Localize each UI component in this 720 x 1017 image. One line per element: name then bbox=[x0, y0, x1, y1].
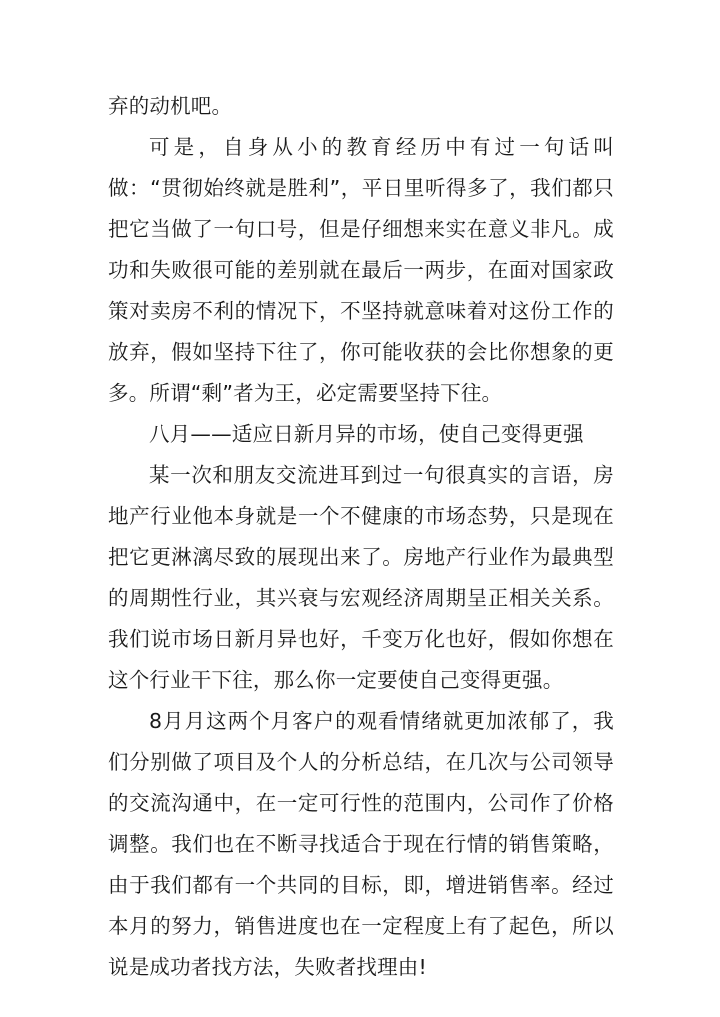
document-body bbox=[108, 86, 614, 988]
paragraph-persistence: 可是，自身从小的教育经历中有过一句话叫做：“贯彻始终就是胜利”，平日里听得多了，我们都只把它当做了一句口号，但是仔细想来实在意义非凡。成功和失败很可能的差别就在最后一两步，在面对国家政策对卖房不利的情况下，不坚持就意味着对这份工作的放弃，假如坚持下往了，你可能收获的会比你想象的更多。所谓“剩”者为王，必定需要坚持下往。 bbox=[108, 135, 614, 405]
paragraph-continuation: 弃的动机吧。 bbox=[108, 94, 233, 118]
section-heading-august: 八月——适应日新月异的市场，使自己变得更强 bbox=[149, 422, 584, 446]
paragraph-sales-progress: 8月月这两个月客户的观看情绪就更加浓郁了，我们分别做了项目及个人的分析总结，在几次与公司领导的交流沟通中，在一定可行性的范围内，公司作了价格调整。我们也在不断寻找适合于现在行情的销售策略，由于我们都有一个共同的目标，即，增进销售率。经过本月的努力，销售进度也在一定程度上有了起色，所以说是成功者找方法，失败者找理由! bbox=[108, 709, 614, 979]
paragraph-market: 某一次和朋友交流进耳到过一句很真实的言语，房地产行业他本身就是一个不健康的市场态势，只是现在把它更淋漓尽致的展现出来了。房地产行业作为最典型的周期性行业，其兴衰与宏观经济周期呈正相关关系。我们说市场日新月异也好，千变万化也好，假如你想在这个行业干下往，那么你一定要使自己变得更强。 bbox=[108, 463, 614, 692]
